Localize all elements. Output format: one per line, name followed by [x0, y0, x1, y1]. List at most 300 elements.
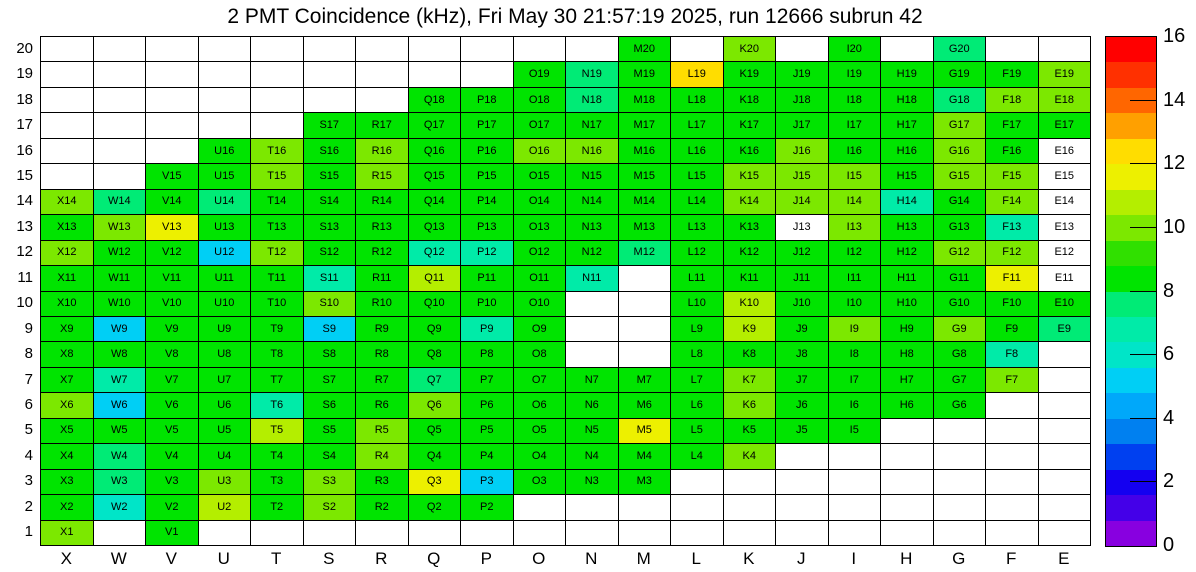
cell-G7: G7	[934, 368, 987, 393]
cell-E20	[1039, 37, 1092, 62]
cell-N16: N16	[566, 139, 619, 164]
cell-I11: I11	[829, 266, 882, 291]
cell-P5: P5	[461, 419, 514, 444]
colorbar-tick-label-4: 4	[1163, 406, 1175, 429]
cell-W3: W3	[94, 470, 147, 495]
cell-M11	[619, 266, 672, 291]
cell-N4: N4	[566, 444, 619, 469]
cell-N13: N13	[566, 215, 619, 240]
cell-H5	[881, 419, 934, 444]
cell-S4: S4	[304, 444, 357, 469]
cell-V7: V7	[146, 368, 199, 393]
colorbar-band-18	[1106, 62, 1156, 87]
cell-H3	[881, 470, 934, 495]
cell-L11: L11	[671, 266, 724, 291]
cell-I6: I6	[829, 393, 882, 418]
cell-H10: H10	[881, 292, 934, 317]
cell-T18	[251, 88, 304, 113]
cell-U8: U8	[199, 342, 252, 367]
cell-Q1	[409, 521, 462, 546]
cell-M15: M15	[619, 164, 672, 189]
cell-E9: E9	[1039, 317, 1092, 342]
cell-I12: I12	[829, 241, 882, 266]
cell-U2: U2	[199, 495, 252, 520]
cell-N12: N12	[566, 241, 619, 266]
y-axis-label-5: 5	[24, 421, 33, 439]
cell-M19: M19	[619, 62, 672, 87]
x-axis-label-N: N	[585, 549, 598, 568]
cell-P10: P10	[461, 292, 514, 317]
y-axis-label-13: 13	[16, 217, 33, 235]
cell-V20	[146, 37, 199, 62]
cell-R5: R5	[356, 419, 409, 444]
cell-N11: N11	[566, 266, 619, 291]
cell-H1	[881, 521, 934, 546]
cell-E19: E19	[1039, 62, 1092, 87]
cell-P12: P12	[461, 241, 514, 266]
cell-L1	[671, 521, 724, 546]
cell-Q13: Q13	[409, 215, 462, 240]
cell-Q18: Q18	[409, 88, 462, 113]
cell-M4: M4	[619, 444, 672, 469]
cell-I2	[829, 495, 882, 520]
cell-L2	[671, 495, 724, 520]
cell-H18: H18	[881, 88, 934, 113]
x-axis-label-K: K	[743, 549, 755, 568]
cell-O10: O10	[514, 292, 567, 317]
cell-X15	[41, 164, 94, 189]
colorbar-band-16	[1106, 113, 1156, 138]
cell-G9: G9	[934, 317, 987, 342]
cell-N20	[566, 37, 619, 62]
cell-G14: G14	[934, 190, 987, 215]
cell-F4	[986, 444, 1039, 469]
cell-O17: O17	[514, 113, 567, 138]
colorbar-tick-label-10: 10	[1163, 215, 1186, 238]
cell-W7: W7	[94, 368, 147, 393]
cell-I1	[829, 521, 882, 546]
cell-G19: G19	[934, 62, 987, 87]
cell-V19	[146, 62, 199, 87]
cell-Q11: Q11	[409, 266, 462, 291]
cell-O20	[514, 37, 567, 62]
cell-W15	[94, 164, 147, 189]
cell-K16: K16	[724, 139, 777, 164]
cell-G8: G8	[934, 342, 987, 367]
cell-Q7: Q7	[409, 368, 462, 393]
cell-U13: U13	[199, 215, 252, 240]
cell-K8: K8	[724, 342, 777, 367]
colorbar-tick-label-14: 14	[1163, 88, 1186, 111]
cell-F11: F11	[986, 266, 1039, 291]
cell-N2	[566, 495, 619, 520]
cell-H16: H16	[881, 139, 934, 164]
cell-G11: G11	[934, 266, 987, 291]
colorbar-band-2	[1106, 470, 1156, 495]
cell-J13: J13	[776, 215, 829, 240]
cell-N9	[566, 317, 619, 342]
cell-J16: J16	[776, 139, 829, 164]
cell-Q19	[409, 62, 462, 87]
cell-T8: T8	[251, 342, 304, 367]
cell-P4: P4	[461, 444, 514, 469]
cell-T5: T5	[251, 419, 304, 444]
cell-I7: I7	[829, 368, 882, 393]
cell-S6: S6	[304, 393, 357, 418]
cell-G3	[934, 470, 987, 495]
cell-G18: G18	[934, 88, 987, 113]
cell-W16	[94, 139, 147, 164]
colorbar-band-10	[1106, 266, 1156, 291]
cell-H8: H8	[881, 342, 934, 367]
cell-Q8: Q8	[409, 342, 462, 367]
cell-S11: S11	[304, 266, 357, 291]
cell-E8	[1039, 342, 1092, 367]
cell-I18: I18	[829, 88, 882, 113]
cell-U14: U14	[199, 190, 252, 215]
cell-E14: E14	[1039, 190, 1092, 215]
y-axis-label-4: 4	[24, 446, 33, 464]
y-axis-label-18: 18	[16, 90, 33, 108]
cell-S18	[304, 88, 357, 113]
cell-U4: U4	[199, 444, 252, 469]
cell-S16: S16	[304, 139, 357, 164]
cell-F19: F19	[986, 62, 1039, 87]
colorbar-tick-label-16: 16	[1163, 25, 1186, 47]
cell-L4: L4	[671, 444, 724, 469]
cell-L8: L8	[671, 342, 724, 367]
cell-V4: V4	[146, 444, 199, 469]
cell-E15: E15	[1039, 164, 1092, 189]
cell-S10: S10	[304, 292, 357, 317]
cell-P6: P6	[461, 393, 514, 418]
cell-X13: X13	[41, 215, 94, 240]
x-axis-label-F: F	[1006, 549, 1017, 568]
cell-L9: L9	[671, 317, 724, 342]
cell-K10: K10	[724, 292, 777, 317]
cell-R13: R13	[356, 215, 409, 240]
cell-W20	[94, 37, 147, 62]
cell-I8: I8	[829, 342, 882, 367]
cell-W6: W6	[94, 393, 147, 418]
cell-J4	[776, 444, 829, 469]
cell-T1	[251, 521, 304, 546]
cell-V8: V8	[146, 342, 199, 367]
cell-O13: O13	[514, 215, 567, 240]
cell-U19	[199, 62, 252, 87]
cell-T16: T16	[251, 139, 304, 164]
cell-J12: J12	[776, 241, 829, 266]
colorbar-tick-label-8: 8	[1163, 279, 1175, 302]
cell-L15: L15	[671, 164, 724, 189]
x-axis-label-J: J	[797, 549, 806, 568]
cell-G20: G20	[934, 37, 987, 62]
cell-R6: R6	[356, 393, 409, 418]
cell-K14: K14	[724, 190, 777, 215]
cell-O16: O16	[514, 139, 567, 164]
cell-P7: P7	[461, 368, 514, 393]
cell-H20	[881, 37, 934, 62]
cell-W8: W8	[94, 342, 147, 367]
cell-R19	[356, 62, 409, 87]
cell-I20: I20	[829, 37, 882, 62]
cell-J2	[776, 495, 829, 520]
cell-J5: J5	[776, 419, 829, 444]
cell-T7: T7	[251, 368, 304, 393]
colorbar-band-3	[1106, 444, 1156, 469]
cell-M10	[619, 292, 672, 317]
cell-P20	[461, 37, 514, 62]
cell-Q6: Q6	[409, 393, 462, 418]
cell-F13: F13	[986, 215, 1039, 240]
cell-S14: S14	[304, 190, 357, 215]
y-axis-label-19: 19	[16, 65, 33, 83]
cell-O8: O8	[514, 342, 567, 367]
cell-I16: I16	[829, 139, 882, 164]
cell-G17: G17	[934, 113, 987, 138]
cell-V13: V13	[146, 215, 199, 240]
cell-Q9: Q9	[409, 317, 462, 342]
cell-S19	[304, 62, 357, 87]
cell-K7: K7	[724, 368, 777, 393]
cell-J19: J19	[776, 62, 829, 87]
cell-W2: W2	[94, 495, 147, 520]
cell-R9: R9	[356, 317, 409, 342]
cell-J1	[776, 521, 829, 546]
chart-title: 2 PMT Coincidence (kHz), Fri May 30 21:57:19 2025, run 12666 subrun 42	[227, 5, 923, 28]
cell-E3	[1039, 470, 1092, 495]
cell-E16: E16	[1039, 139, 1092, 164]
cell-G2	[934, 495, 987, 520]
cell-V2: V2	[146, 495, 199, 520]
cell-W14: W14	[94, 190, 147, 215]
y-axis-label-17: 17	[16, 116, 33, 134]
cell-S13: S13	[304, 215, 357, 240]
cell-X16	[41, 139, 94, 164]
cell-F20	[986, 37, 1039, 62]
cell-P13: P13	[461, 215, 514, 240]
cell-U17	[199, 113, 252, 138]
colorbar-tickmark-12	[1130, 163, 1156, 164]
cell-U18	[199, 88, 252, 113]
cell-F12: F12	[986, 241, 1039, 266]
cell-U6: U6	[199, 393, 252, 418]
cell-V3: V3	[146, 470, 199, 495]
cell-L10: L10	[671, 292, 724, 317]
colorbar-band-6	[1106, 368, 1156, 393]
cell-R14: R14	[356, 190, 409, 215]
cell-L16: L16	[671, 139, 724, 164]
x-axis-label-T: T	[271, 549, 282, 568]
cell-P11: P11	[461, 266, 514, 291]
cell-O15: O15	[514, 164, 567, 189]
cell-Q12: Q12	[409, 241, 462, 266]
cell-U9: U9	[199, 317, 252, 342]
cell-F2	[986, 495, 1039, 520]
cell-J14: J14	[776, 190, 829, 215]
cell-Q4: Q4	[409, 444, 462, 469]
cell-W11: W11	[94, 266, 147, 291]
cell-X10: X10	[41, 292, 94, 317]
x-axis-label-H: H	[900, 549, 913, 568]
cell-K3	[724, 470, 777, 495]
cell-I3	[829, 470, 882, 495]
cell-O6: O6	[514, 393, 567, 418]
cell-J10: J10	[776, 292, 829, 317]
cell-U3: U3	[199, 470, 252, 495]
cell-H2	[881, 495, 934, 520]
cell-U11: U11	[199, 266, 252, 291]
y-axis-label-16: 16	[16, 141, 33, 159]
cell-J7: J7	[776, 368, 829, 393]
cell-T9: T9	[251, 317, 304, 342]
cell-T14: T14	[251, 190, 304, 215]
colorbar-band-4	[1106, 419, 1156, 444]
cell-R4: R4	[356, 444, 409, 469]
colorbar-band-7	[1106, 342, 1156, 367]
cell-I17: I17	[829, 113, 882, 138]
cell-V5: V5	[146, 419, 199, 444]
cell-K2	[724, 495, 777, 520]
cell-X8: X8	[41, 342, 94, 367]
cell-H15: H15	[881, 164, 934, 189]
colorbar-tick-label-12: 12	[1163, 152, 1186, 175]
y-axis-label-11: 11	[17, 268, 33, 286]
cell-X19	[41, 62, 94, 87]
cell-E4	[1039, 444, 1092, 469]
cell-I15: I15	[829, 164, 882, 189]
cell-M3: M3	[619, 470, 672, 495]
y-axis-label-20: 20	[16, 39, 33, 57]
cell-N7: N7	[566, 368, 619, 393]
cell-X7: X7	[41, 368, 94, 393]
cell-N5: N5	[566, 419, 619, 444]
cell-U16: U16	[199, 139, 252, 164]
cell-S2: S2	[304, 495, 357, 520]
colorbar-band-19	[1106, 37, 1156, 62]
cell-X17	[41, 113, 94, 138]
cell-F7: F7	[986, 368, 1039, 393]
cell-V11: V11	[146, 266, 199, 291]
cell-N17: N17	[566, 113, 619, 138]
x-axis-label-W: W	[110, 549, 127, 568]
cell-E17: E17	[1039, 113, 1092, 138]
cell-W12: W12	[94, 241, 147, 266]
cell-H7: H7	[881, 368, 934, 393]
cell-W1	[94, 521, 147, 546]
cell-S5: S5	[304, 419, 357, 444]
cell-X11: X11	[41, 266, 94, 291]
cell-P15: P15	[461, 164, 514, 189]
y-axis-label-1: 1	[24, 523, 33, 541]
cell-L17: L17	[671, 113, 724, 138]
cell-G12: G12	[934, 241, 987, 266]
cell-M5: M5	[619, 419, 672, 444]
cell-L18: L18	[671, 88, 724, 113]
cell-O18: O18	[514, 88, 567, 113]
cell-J8: J8	[776, 342, 829, 367]
cell-R11: R11	[356, 266, 409, 291]
cell-F1	[986, 521, 1039, 546]
cell-K4: K4	[724, 444, 777, 469]
y-axis-label-7: 7	[24, 370, 33, 388]
cell-G16: G16	[934, 139, 987, 164]
x-axis-label-R: R	[375, 549, 388, 568]
cell-O11: O11	[514, 266, 567, 291]
x-axis-label-M: M	[636, 549, 651, 568]
cell-S17: S17	[304, 113, 357, 138]
cell-E18: E18	[1039, 88, 1092, 113]
cell-O9: O9	[514, 317, 567, 342]
cell-G13: G13	[934, 215, 987, 240]
cell-K11: K11	[724, 266, 777, 291]
cell-Q5: Q5	[409, 419, 462, 444]
y-axis-label-12: 12	[16, 243, 33, 261]
cell-T19	[251, 62, 304, 87]
cell-M8	[619, 342, 672, 367]
cell-J9: J9	[776, 317, 829, 342]
cell-V15: V15	[146, 164, 199, 189]
cell-L5: L5	[671, 419, 724, 444]
cell-U20	[199, 37, 252, 62]
cell-N8	[566, 342, 619, 367]
cell-W9: W9	[94, 317, 147, 342]
cell-E7	[1039, 368, 1092, 393]
cell-G10: G10	[934, 292, 987, 317]
cell-E2	[1039, 495, 1092, 520]
cell-K1	[724, 521, 777, 546]
cell-M18: M18	[619, 88, 672, 113]
cell-P9: P9	[461, 317, 514, 342]
cell-T13: T13	[251, 215, 304, 240]
cell-T11: T11	[251, 266, 304, 291]
cell-H12: H12	[881, 241, 934, 266]
cell-X2: X2	[41, 495, 94, 520]
cell-P17: P17	[461, 113, 514, 138]
cell-P1	[461, 521, 514, 546]
cell-T2: T2	[251, 495, 304, 520]
cell-Q2: Q2	[409, 495, 462, 520]
cell-E1	[1039, 521, 1092, 546]
cell-M20: M20	[619, 37, 672, 62]
cell-N6: N6	[566, 393, 619, 418]
cell-Q15: Q15	[409, 164, 462, 189]
y-axis-label-9: 9	[24, 319, 33, 337]
cell-I13: I13	[829, 215, 882, 240]
cell-S3: S3	[304, 470, 357, 495]
cell-X6: X6	[41, 393, 94, 418]
y-axis-label-10: 10	[16, 294, 33, 312]
cell-W17	[94, 113, 147, 138]
colorbar-tickmark-8	[1130, 291, 1156, 292]
cell-N10	[566, 292, 619, 317]
cell-R16: R16	[356, 139, 409, 164]
heatmap-grid	[40, 36, 1091, 546]
colorbar-band-12	[1106, 215, 1156, 240]
cell-I14: I14	[829, 190, 882, 215]
x-axis-label-E: E	[1058, 549, 1070, 568]
y-axis-label-14: 14	[16, 192, 33, 210]
y-axis-label-3: 3	[24, 472, 33, 490]
cell-S20	[304, 37, 357, 62]
cell-X20	[41, 37, 94, 62]
cell-M17: M17	[619, 113, 672, 138]
cell-U7: U7	[199, 368, 252, 393]
cell-F8: F8	[986, 342, 1039, 367]
cell-M7: M7	[619, 368, 672, 393]
x-axis-label-S: S	[323, 549, 335, 568]
cell-S15: S15	[304, 164, 357, 189]
